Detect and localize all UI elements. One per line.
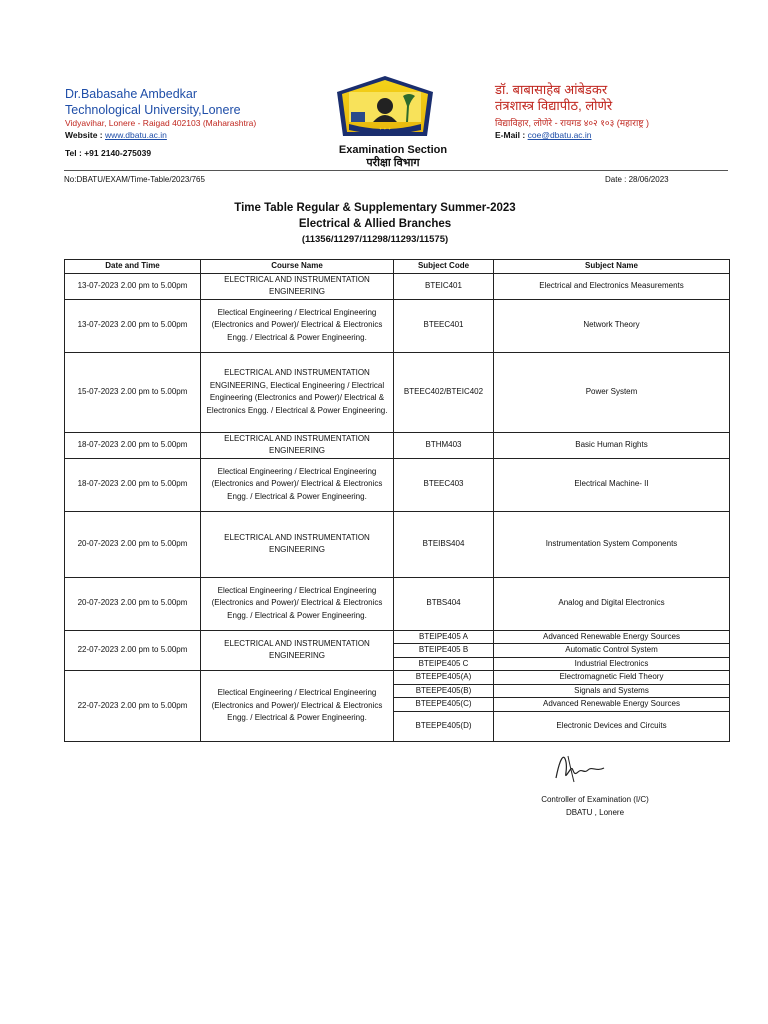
cell-date: 15-07-2023 2.00 pm to 5.00pm — [65, 352, 201, 432]
university-name-hindi-line1: डॉ. बाबासाहेब आंबेडकर — [495, 82, 608, 97]
table-header-row — [65, 260, 730, 274]
cell-subject: Electromagnetic Field Theory — [494, 671, 730, 685]
cell-subject: Automatic Control System — [494, 644, 730, 658]
table-row — [65, 511, 730, 577]
cell-course: ELECTRICAL AND INSTRUMENTATION ENGINEERING — [201, 511, 394, 577]
reference-number: No:DBATU/EXAM/Time-Table/2023/765 — [64, 175, 205, 184]
table-row — [65, 432, 730, 458]
cell-date: 18-07-2023 2.00 pm to 5.00pm — [65, 432, 201, 458]
title-line1: Time Table Regular & Supplementary Summer-2023 — [234, 202, 516, 214]
section-title-english: Examination Section — [338, 144, 448, 156]
cell-subject: Instrumentation System Components — [494, 511, 730, 577]
table-row — [65, 671, 730, 685]
cell-date: 20-07-2023 2.00 pm to 5.00pm — [65, 511, 201, 577]
cell-course: Electical Engineering / Electrical Engineering (Electronics and Power)/ Electrical & Electronics Engg. / Electrical & Power Engineering. — [201, 299, 394, 352]
cell-date: 13-07-2023 2.00 pm to 5.00pm — [65, 299, 201, 352]
cell-date: 20-07-2023 2.00 pm to 5.00pm — [65, 577, 201, 630]
table-row — [65, 577, 730, 630]
title-codes: (11356/11297/11298/11293/11575) — [301, 234, 449, 245]
cell-code: BTEEPE405(D) — [394, 711, 494, 741]
cell-date: 22-07-2023 2.00 pm to 5.00pm — [65, 671, 201, 742]
email-label: E-Mail : — [495, 130, 526, 140]
cell-subject: Electronic Devices and Circuits — [494, 711, 730, 741]
cell-course: Electical Engineering / Electrical Engineering (Electronics and Power)/ Electrical & Electronics Engg. / Electrical & Power Engineering. — [201, 577, 394, 630]
address-hindi: विद्याविहार, लोणेरे - रायगड ४०२ १०३ (महाराष्ट्र ) — [495, 118, 650, 128]
cell-code: BTEEPE405(B) — [394, 684, 494, 698]
signatory-office: DBATU , Lonere — [565, 807, 625, 817]
email-line — [495, 130, 592, 140]
cell-code: BTEEC403 — [394, 458, 494, 511]
cell-code: BTEEPE405(A) — [394, 671, 494, 685]
cell-course: Electical Engineering / Electrical Engineering (Electronics and Power)/ Electrical & Electronics Engg. / Electrical & Power Engineering. — [201, 671, 394, 742]
cell-subject: Electrical and Electronics Measurements — [494, 273, 730, 299]
cell-code: BTEIPE405 A — [394, 630, 494, 644]
table-row — [65, 273, 730, 299]
examination-section — [330, 144, 456, 170]
cell-course: ELECTRICAL AND INSTRUMENTATION ENGINEERING — [201, 432, 394, 458]
title-line2: Electrical & Allied Branches — [298, 218, 452, 230]
email-link[interactable]: coe@dbatu.ac.in — [527, 130, 592, 140]
cell-date: 22-07-2023 2.00 pm to 5.00pm — [65, 630, 201, 671]
header-subject-code: Subject Code — [394, 260, 494, 274]
website-line: Website : www.dbatu.ac.in — [65, 130, 167, 140]
table-row — [65, 630, 730, 644]
cell-code: BTHM403 — [394, 432, 494, 458]
header-date-time: Date and Time — [65, 260, 201, 274]
timetable — [64, 259, 730, 742]
header-divider — [64, 170, 728, 171]
university-logo-icon — [333, 74, 437, 142]
cell-course: Electical Engineering / Electrical Engineering (Electronics and Power)/ Electrical & Electronics Engg. / Electrical & Power Engineering. — [201, 458, 394, 511]
table-row — [65, 458, 730, 511]
svg-text:✦ ✦ ✦: ✦ ✦ ✦ — [378, 126, 392, 131]
cell-code: BTEEC402/BTEIC402 — [394, 352, 494, 432]
cell-subject: Power System — [494, 352, 730, 432]
cell-subject: Advanced Renewable Energy Sources — [494, 698, 730, 712]
cell-code: BTEEPE405(C) — [394, 698, 494, 712]
university-name-line1: Dr.Babasahe Ambedkar — [65, 87, 198, 101]
address-english: Vidyavihar, Lonere - Raigad 402103 (Maharashtra) — [65, 118, 257, 128]
table-row — [65, 299, 730, 352]
cell-subject: Electrical Machine- II — [494, 458, 730, 511]
cell-code: BTEIBS404 — [394, 511, 494, 577]
cell-course: ELECTRICAL AND INSTRUMENTATION ENGINEERING — [201, 630, 394, 671]
website-label: Website — [65, 130, 98, 140]
signature-icon — [548, 748, 608, 788]
cell-course: ELECTRICAL AND INSTRUMENTATION ENGINEERING — [201, 273, 394, 299]
website-link[interactable]: www.dbatu.ac.in — [105, 130, 167, 140]
section-title-hindi: परीक्षा विभाग — [366, 157, 420, 169]
cell-subject: Network Theory — [494, 299, 730, 352]
cell-code: BTEIPE405 C — [394, 657, 494, 671]
cell-subject: Advanced Renewable Energy Sources — [494, 630, 730, 644]
cell-code: BTEIPE405 B — [394, 644, 494, 658]
header-subject-name: Subject Name — [494, 260, 730, 274]
cell-subject: Industrial Electronics — [494, 657, 730, 671]
university-name-hindi — [495, 82, 612, 114]
signatory-block — [500, 794, 690, 819]
cell-date: 18-07-2023 2.00 pm to 5.00pm — [65, 458, 201, 511]
cell-code: BTEEC401 — [394, 299, 494, 352]
issue-date: Date : 28/06/2023 — [605, 175, 669, 184]
cell-code: BTEIC401 — [394, 273, 494, 299]
cell-subject: Analog and Digital Electronics — [494, 577, 730, 630]
cell-subject: Signals and Systems — [494, 684, 730, 698]
university-name-english — [65, 86, 241, 118]
document-title — [150, 200, 600, 248]
cell-date: 13-07-2023 2.00 pm to 5.00pm — [65, 273, 201, 299]
telephone: Tel : +91 2140-275039 — [65, 148, 152, 158]
table-row — [65, 352, 730, 432]
cell-course: ELECTRICAL AND INSTRUMENTATION ENGINEERING, Electical Engineering / Electrical Engineering (Electronics and Power)/ Electrical & Electronics Engg. / Electrical & Power Engineering. — [201, 352, 394, 432]
header-course-name: Course Name — [201, 260, 394, 274]
university-name-line2: Technological University,Lonere — [65, 103, 241, 117]
university-name-hindi-line2: तंत्रशास्त्र विद्यापीठ, लोणेरे — [495, 98, 613, 113]
signatory-title: Controller of Examination (I/C) — [541, 795, 649, 804]
cell-code: BTBS404 — [394, 577, 494, 630]
cell-subject: Basic Human Rights — [494, 432, 730, 458]
